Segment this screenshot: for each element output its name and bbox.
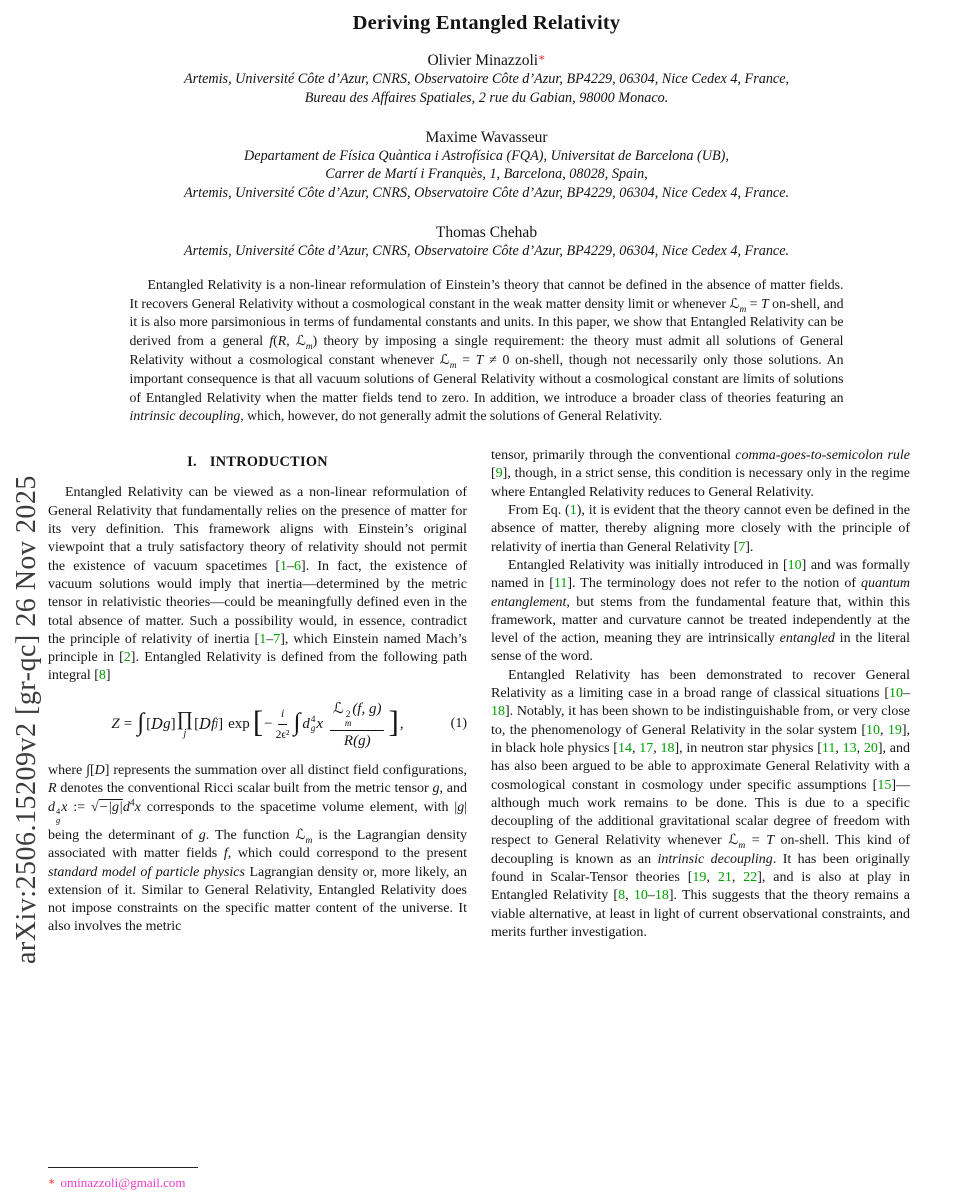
eq-symbol: = [123, 716, 133, 733]
math-variable: T [761, 295, 769, 311]
citation-link[interactable]: 15 [877, 777, 892, 793]
citation-link[interactable]: 18 [660, 740, 675, 756]
citation-link[interactable]: 8 [98, 668, 106, 684]
citation-link[interactable]: 10 [889, 686, 903, 702]
citation-link[interactable]: 18 [491, 704, 505, 720]
paragraph: From Eq. (1), it is evident that the theory cannot even be defined in the absence of matter, thereby aligning more closely with the principle of relativity of inertia than General Relativity [7]. [491, 503, 910, 555]
script-D: D [199, 715, 212, 734]
citation-link[interactable]: 9 [495, 466, 503, 482]
citation-link[interactable]: 10 [866, 722, 880, 738]
footnote-star: ∗ [48, 1176, 56, 1188]
eq-symbol: g [163, 716, 171, 733]
citation-link[interactable]: 1 [280, 558, 288, 574]
math-variable: T [475, 351, 484, 367]
affiliation-line: Artemis, Université Côte d’Azur, CNRS, Observatoire Côte d’Azur, BP4229, 06304, Nice Cedex 4, France. [183, 185, 790, 202]
subscript: m [738, 841, 746, 852]
superscript: 4 [310, 713, 316, 724]
math-variable: R [277, 333, 287, 349]
math-variable: R [48, 781, 57, 797]
numerator: i [278, 705, 287, 725]
citation-link[interactable]: 22 [743, 869, 758, 885]
affiliation-line: Departament de Física Quàntica i Astrofísica (FQA), Universitat de Barcelona (UB), [244, 147, 729, 164]
subscript: m [344, 718, 352, 729]
equation-number: (1) [450, 716, 467, 732]
citation-link[interactable]: 7 [273, 631, 281, 647]
superscript: 2 [345, 708, 351, 719]
paragraph: where ∫[D] represents the summation over all distinct field configurations, R denotes the conventional Ricci scalar built from the metric tensor g, and d 4 g x := $√-|g|d^4x$ corresponds to the spacetime volume element, with |g| being the determinant of g. The function ℒ$_m$ is the Lagrangian density associated with matter fields f, which could correspond to the present standard model of particle physics Lagrangian density or, more likely, an extension of it. Similar to General Relativity, Entangled Relativity does not impose constraints on the specific matter content of the universe. It also involves the metric [48, 762, 467, 935]
math-variable: f [269, 333, 274, 349]
math-script: ℒ [729, 295, 740, 312]
author-footnote-star[interactable]: ∗ [538, 52, 546, 64]
math-script: ℒ [295, 826, 306, 843]
fraction [330, 699, 384, 750]
citation-link[interactable]: 2 [123, 650, 131, 666]
affiliation-line: Carrer de Martí i Franquès, 1, Barcelona, 08028, Spain, [325, 166, 648, 183]
eq-symbol: Z [111, 716, 120, 733]
eq-symbol: d [302, 716, 310, 733]
eq-symbol: ] [218, 716, 224, 733]
math-script: ℒ [728, 832, 739, 849]
fraction [276, 705, 290, 745]
emphasis: comma-goes-to-semicolon rule [735, 448, 911, 464]
eq-symbol: (f, g) [352, 700, 382, 717]
affiliation-line: Artemis, Université Côte d’Azur, CNRS, Observatoire Côte d’Azur, BP4229, 06304, Nice Cedex 4, France, [183, 71, 790, 87]
integral-sign: ∫ [293, 709, 301, 737]
citation-link[interactable]: 14 [617, 740, 632, 756]
author-block-1 [0, 52, 973, 108]
citation-link[interactable]: 6 [294, 558, 302, 574]
affiliation-line: Bureau des Affaires Spatiales, 2 rue du Gabian, 98000 Monaco. [304, 89, 669, 106]
big-bracket: [ [252, 704, 264, 740]
left-column [48, 447, 467, 942]
math-script: ℒ [439, 351, 450, 368]
subscript: m [739, 304, 747, 315]
eq-symbol: [ [194, 716, 200, 733]
author-block-3 [0, 224, 973, 261]
eq-symbol: − [264, 716, 273, 733]
email-link[interactable]: ominazzoli@gmail.com [60, 1175, 186, 1190]
superscript: 4 [129, 797, 135, 808]
citation-link[interactable]: 11 [821, 740, 836, 756]
abstract-paragraph: Entangled Relativity is a non-linear reformulation of Einstein’s theory that cannot be defined in the absence of matter fields. It recovers General Relativity without a cosmological constant in the weak matter density limit or whenever ℒ$_m$ = T on-shell, and it is also more parsimonious in terms of fundamental constants and units. In this paper, we show that Entangled Relativity can be derived from a general f(R, ℒ$_m$) theory by imposing a single requirement: the theory must admit all solutions of General Relativity without a cosmological constant whenever ℒ$_m$ = T ≠ 0 on-shell, though not necessarily only those solutions. An important consequence is that all vacuum solutions of General Relativity without a cosmological constant are limits of solutions of Entangled Relativity when the matter fields tend to zero. In addition, we introduce a broader class of theories featuring an intrinsic decoupling, which, however, do not generally admit the solutions of General Relativity. [129, 276, 844, 424]
paragraph: Entangled Relativity can be viewed as a non-linear reformulation of General Relativity that fundamentally relies on the presence of matter for its very definition. This framework aligns with Einstein’s original viewpoint that a truly satisfactory theory of relativity should not permit the existence of vacuum spacetimes [1–6]. In fact, the existence of vacuum solutions would imply that inertia—determined by the metric tensor in relativistic theories—could be meaningfully defined even in the total absence of matter. Such a possibility would, in essence, contradict the principle of relativity of inertia [1–7], which Einstein named Mach’s principle in [2]. Entangled Relativity is defined from the following path integral [8] [48, 485, 467, 684]
emphasis: intrinsic decoupling [129, 408, 241, 424]
citation-link[interactable]: 17 [639, 740, 654, 756]
eq-symbol: [ [146, 716, 152, 733]
eq-symbol: f [211, 716, 216, 733]
emphasis: entangled [779, 631, 835, 647]
citation-link[interactable]: 10 [787, 557, 802, 573]
subscript: m [305, 341, 313, 352]
right-column [491, 447, 910, 942]
integral-sign: ∫ [137, 709, 145, 737]
subscript: m [449, 360, 457, 371]
citation-link[interactable]: 18 [654, 888, 669, 904]
product-sign [177, 709, 193, 739]
author-block-2 [0, 129, 973, 203]
paragraph: tensor, primarily through the conventional comma-goes-to-semicolon rule [9], though, in a strict sense, this condition is necessary only in the regime where Entangled Relativity reduces to General Relativity. [491, 448, 911, 500]
math-variable: g [432, 781, 440, 797]
citation-link[interactable]: 19 [692, 869, 707, 885]
math-variable: T [766, 833, 774, 849]
math-variable: x [134, 799, 141, 815]
numerator [330, 699, 384, 731]
big-bracket: ] [388, 704, 399, 740]
math-script: ℒ [295, 333, 306, 350]
sub-sup-stack: 4 g [56, 807, 61, 826]
section-number: I. [187, 454, 197, 471]
affiliation-line: Artemis, Université Côte d’Azur, CNRS, Observatoire Côte d’Azur, BP4229, 06304, Nice Cedex 4, France. [183, 242, 790, 259]
math-variable: D [94, 762, 105, 778]
section-heading [48, 453, 467, 471]
eq-symbol: x [316, 716, 323, 733]
denominator: R(g) [343, 732, 371, 749]
exp-operator: exp [228, 716, 250, 733]
paper-title: Deriving Entangled Relativity [352, 12, 621, 34]
eq-symbol: ∏ [176, 708, 194, 731]
script-D: D [151, 715, 164, 734]
citation-link[interactable]: 11 [553, 576, 568, 592]
sub-sup-stack [345, 710, 352, 729]
author-name: Thomas Chehab [435, 223, 538, 241]
math-variable: g [457, 799, 465, 815]
footnote-text [48, 1175, 467, 1191]
subscript: m [305, 835, 313, 846]
emphasis: intrinsic decoupling [657, 851, 773, 867]
author-name: Maxime Wavasseur [425, 128, 548, 146]
eq-symbol: j [183, 728, 187, 740]
author-name-text: Olivier Minazzoli [427, 52, 539, 69]
emphasis: standard model of particle physics [48, 864, 245, 880]
abstract [130, 276, 844, 426]
citation-link[interactable]: 19 [887, 722, 902, 738]
subscript: g [310, 723, 316, 734]
equation-body: Z = ∫ [ D g ] ∏ j [ D f j ] exp [ − $\frac{i}{\text{2ϵ²}}$ ∫ d 4 g x ℒ 2 m (f, g) R(g) ] , [111, 698, 404, 749]
script-L: ℒ [333, 698, 344, 717]
author-name [0, 52, 973, 70]
math-variable: d [48, 799, 55, 815]
two-column-body [0, 447, 973, 942]
paragraph: Entangled Relativity was initially introduced in [10] and was formally named in [11]. The terminology does not refer to the notion of quantum entanglement, but stems from the fundamental feature that, within this framework, matter and curvature cannot be treated independently at the level of the action, meaning they are intrinsically entangled in the literal sense of the word. [491, 557, 911, 665]
math-variable: f [223, 846, 228, 862]
citation-link[interactable]: 7 [738, 539, 746, 555]
eq-symbol: , [399, 716, 404, 733]
citation-link[interactable]: 21 [717, 869, 732, 885]
emphasis: quantum entanglement [491, 576, 910, 610]
math-variable: g [198, 827, 206, 843]
eq-symbol: ] [170, 716, 176, 733]
math-variable: x [61, 799, 68, 815]
display-equation [48, 699, 467, 750]
citation-link[interactable]: 20 [863, 740, 878, 756]
paragraph: Entangled Relativity has been demonstrated to recover General Relativity as a limiting case in a broad range of classical situations [10–18]. Notably, it has been shown to be indistinguishable from, or very close to, the phenomenology of General Relativity in the solar system [10, 19], in black hole physics [14, 17, 18], in neutron star physics [11, 13, 20], and has also been argued to be able to approximate General Relativity with a cosmological constant in cosmology under specific assumptions [15]—although much work remains to be done. This is due to a specific decoupling of the additional gravitational scalar degree of freedom with respect to General Relativity whenever ℒ$_m$ = T on-shell. This kind of decoupling is known as an intrinsic decoupling. It has been originally found in Scalar-Tensor theories [19, 21, 22], and is also at play in Entangled Relativity [8, 10–18]. This suggests that the theory remains a viable alternative, at least in light of current observational constraints, and merits further investigation. [491, 667, 911, 940]
denominator: 2ϵ² [275, 728, 290, 741]
arxiv-watermark[interactable]: arXiv:2506.15209v2 [gr-qc] 26 Nov 2025 [11, 475, 42, 964]
footnote [48, 1167, 467, 1191]
section-title: INTRODUCTION [209, 454, 328, 471]
citation-link[interactable]: 1 [569, 503, 577, 519]
math-variable: d [122, 799, 130, 815]
citation-link[interactable]: 13 [842, 740, 857, 756]
citation-link[interactable]: 1 [259, 631, 267, 647]
sub-sup-stack [311, 715, 316, 734]
citation-link[interactable]: 8 [618, 888, 626, 904]
radicand: −|g| [98, 799, 123, 815]
footnote-rule [48, 1167, 198, 1168]
citation-link[interactable]: 10 [633, 888, 648, 904]
